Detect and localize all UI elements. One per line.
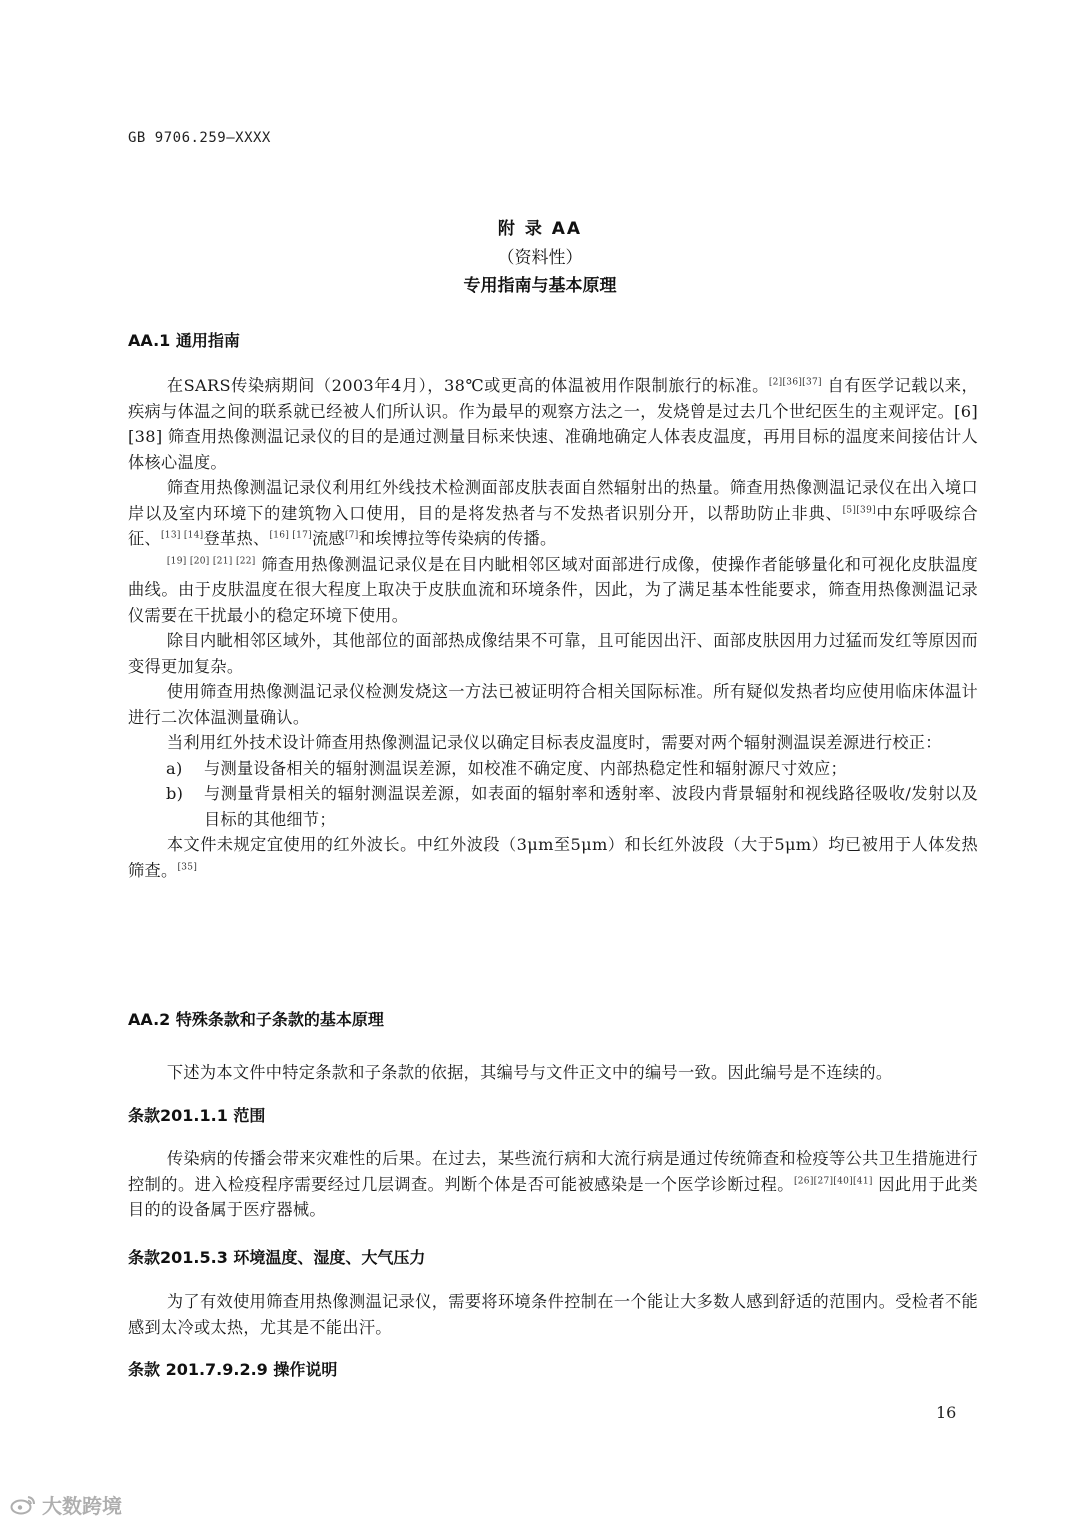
watermark: [10, 1490, 122, 1519]
page-number: 16: [936, 1403, 957, 1422]
document-id: GB 9706.259—XXXX: [128, 130, 271, 146]
paragraph: 下述为本文件中特定条款和子条款的依据，其编号与文件正文中的编号一致。因此编号是不连续的。: [166, 1063, 893, 1082]
citation: [7]: [344, 530, 359, 541]
clause-heading-201-5-3: 条款201.5.3 环境温度、湿度、大气压力: [128, 1248, 426, 1267]
citation: [13] [14]: [160, 530, 204, 541]
paragraph: 为了有效使用筛查用热像测温记录仪，需要将环境条件控制在一个能让大多数人感到舒适的范围内。受检者不能感到太冷或太热，尤其是不能出汗。: [128, 1292, 978, 1337]
weibo-logo-icon: [10, 1495, 36, 1515]
paragraph: 当利用红外技术设计筛查用热像测温记录仪以确定目标表皮温度时，需要对两个辐射测温误差源进行校正：: [166, 733, 942, 752]
paragraph: 使用筛查用热像测温记录仪检测发烧这一方法已被证明符合相关国际标准。所有疑似发热者均应使用临床体温计进行二次体温测量确认。: [128, 682, 978, 727]
annex-label: 附 录 AA: [497, 219, 583, 239]
section-heading-aa1: AA.1 通用指南: [128, 331, 240, 350]
clause-201-1-1-body: [128, 1146, 978, 1223]
citation: [19] [20] [21] [22]: [166, 556, 256, 567]
citation: [26][27][40][41]: [793, 1176, 873, 1187]
citation: [35]: [177, 862, 198, 873]
paragraph: 传染病的传播会带来灾难性的后果。在过去，某些流行病和大流行病是通过传统筛查和检疫等公共卫生措施进行控制的。进入检疫程序需要经过几层调查。判断个体是否可能被感染是一个医学诊断过程。[26][27][40][41] 因此用于此类目的的设备属于医疗器械。: [128, 1149, 978, 1219]
paragraph: 本文件未规定宜使用的红外波长。中红外波段（3μm至5μm）和长红外波段（大于5μm）均已被用于人体发热筛查。[35]: [128, 835, 978, 880]
paragraph: 在SARS传染病期间（2003年4月），38℃或更高的体温被用作限制旅行的标准。[2][36][37] 自有医学记载以来，疾病与体温之间的联系就已经被人们所认识。作为最早的观察方法之一，发烧曾是过去几个世纪医生的主观评定。[6][38] 筛查用热像测温记录仪的目的是通过测量目标来快速、准确地确定人体表皮温度，再用目标的温度来间接估计人体核心温度。: [128, 376, 978, 472]
clause-heading-201-7-9-2-9: 条款 201.7.9.2.9 操作说明: [128, 1360, 338, 1379]
section-heading-aa2: AA.2 特殊条款和子条款的基本原理: [128, 1010, 384, 1029]
annex-title: 专用指南与基本原理: [463, 276, 617, 296]
paragraph: 除目内眦相邻区域外，其他部位的面部热成像结果不可靠，且可能因出汗、面部皮肤因用力过猛而发红等原因而变得更加复杂。: [128, 631, 978, 676]
section-aa2-intro: [128, 1060, 978, 1086]
clause-heading-201-1-1: 条款201.1.1 范围: [128, 1106, 266, 1125]
clause-201-5-3-body: [128, 1289, 978, 1340]
paragraph: [19] [20] [21] [22] 筛查用热像测温记录仪是在目内眦相邻区域对面部进行成像，使操作者能够量化和可视化皮肤温度曲线。由于皮肤温度在很大程度上取决于皮肤血流和环境条件，因此，为了满足基本性能要求，筛查用热像测温记录仪需要在干扰最小的稳定环境下使用。: [128, 554, 979, 625]
annex-nature: （资料性）: [497, 248, 583, 268]
citation: [2][36][37]: [768, 377, 822, 388]
citation: [16] [17]: [269, 530, 312, 541]
section-aa1-body: [128, 373, 978, 883]
watermark-text: 大数跨境: [42, 1494, 122, 1518]
citation: [5][39]: [842, 505, 876, 516]
list-item: b) 与测量背景相关的辐射测温误差源，如表面的辐射率和透射率、波段内背景辐射和视线路径吸收/发射以及目标的其他细节；: [166, 784, 978, 829]
paragraph: 筛查用热像测温记录仪利用红外线技术检测面部皮肤表面自然辐射出的热量。筛查用热像测温记录仪在出入境口岸以及室内环境下的建筑物入口使用，目的是将发热者与不发热者识别分开，以帮助防止非典、[5][39]中东呼吸综合征、[13] [14]登革热、[16] [17]流感[7]和埃博拉等传染病的传播。: [128, 478, 978, 548]
list-item: a) 与测量设备相关的辐射测温误差源，如校准不确定度、内部热稳定性和辐射源尺寸效应；: [166, 758, 848, 778]
